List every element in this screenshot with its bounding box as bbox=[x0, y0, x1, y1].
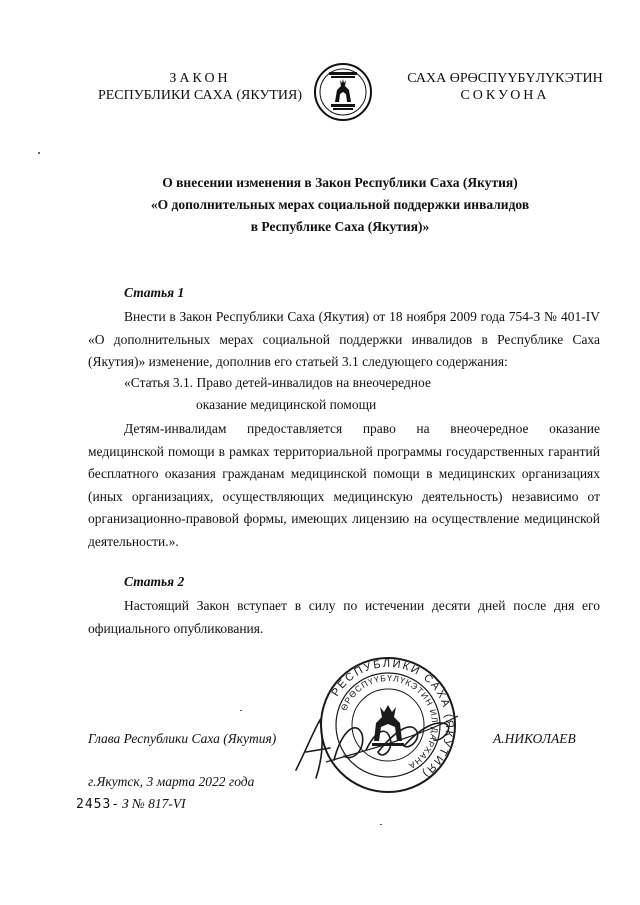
text-line: Детям-инвалидам предоставляется право на внеочередное оказание bbox=[124, 421, 600, 436]
title-line-2: «О дополнительных мерах социальной поддержки инвалидов bbox=[150, 197, 530, 212]
header-right bbox=[385, 70, 625, 104]
place-and-date: г.Якутск, 3 марта 2022 года bbox=[88, 774, 255, 789]
header-left bbox=[80, 70, 320, 104]
seal-outer-text: РЕСПУБЛИКИ САХА (ЯКУТИЯ) bbox=[329, 657, 456, 781]
text-line: Настоящий Закон вступает в силу по истечении десяти дней после дня его bbox=[124, 598, 600, 613]
article-1-paragraph-1 bbox=[88, 306, 600, 374]
seal-inner-text: ӨРӨСПҮҮБҮЛҮКЭТИН ИЛ ДАРХАНА bbox=[338, 672, 441, 772]
handwritten-signature bbox=[286, 690, 466, 790]
text-line: бесплатного оказания гражданам медицинской помощи в медицинских организациях bbox=[88, 466, 600, 482]
text-line: Внести в Закон Республики Саха (Якутия) от 18 ноября 2009 года 754-З № 401-IV bbox=[124, 309, 600, 324]
document-title bbox=[80, 172, 600, 238]
title-line-3: в Республике Саха (Якутия)» bbox=[250, 219, 430, 234]
registration-number: З № 817-VI bbox=[122, 796, 186, 811]
scan-speck bbox=[240, 710, 242, 711]
title-line-1: О внесении изменения в Закон Республики Саха (Якутия) bbox=[162, 175, 518, 190]
article-1-paragraph-2 bbox=[88, 418, 600, 554]
text-line: (Якутия)» изменение, дополнив его статьей 3.1 следующего содержания: bbox=[88, 354, 508, 370]
quote-heading-line-1: «Статья 3.1. Право детей-инвалидов на внеочередное bbox=[124, 375, 431, 390]
text-line: деятельности.». bbox=[88, 533, 179, 549]
text-line: «О дополнительных мерах социальной поддержки инвалидов в Республике Саха bbox=[88, 331, 600, 347]
header-republic-name-sakha: САХА ӨРӨСПҮҮБҮЛҮКЭТИН bbox=[407, 71, 603, 86]
article-1-heading: Статья 1 bbox=[124, 285, 185, 300]
scan-speck bbox=[380, 824, 382, 825]
header-law-word: ЗАКОН bbox=[169, 71, 231, 86]
sakha-coat-of-arms-icon bbox=[313, 62, 373, 122]
quote-heading-line-2: оказание медицинской помощи bbox=[196, 397, 377, 412]
signatory-name: А.НИКОЛАЕВ bbox=[493, 731, 576, 746]
registration-stamp: 2453- bbox=[76, 797, 121, 812]
article-2-heading: Статья 2 bbox=[124, 574, 185, 589]
header-law-word-sakha: СОКУОНА bbox=[460, 88, 550, 103]
header-republic-name: РЕСПУБЛИКИ САХА (ЯКУТИЯ) bbox=[97, 88, 303, 103]
text-line: (иных организациях, осуществляющих медицинскую деятельность) независимо от bbox=[88, 488, 600, 504]
signatory-position: Глава Республики Саха (Якутия) bbox=[88, 731, 277, 746]
text-line: организационно-правовой формы, имеющих лицензию на осуществление медицинской bbox=[88, 511, 600, 527]
text-line: официального опубликования. bbox=[88, 620, 264, 636]
scan-speck bbox=[38, 152, 40, 154]
text-line: медицинской помощи в рамках территориальной программы государственных гарантий bbox=[88, 443, 600, 459]
article-2-paragraph bbox=[88, 595, 600, 640]
